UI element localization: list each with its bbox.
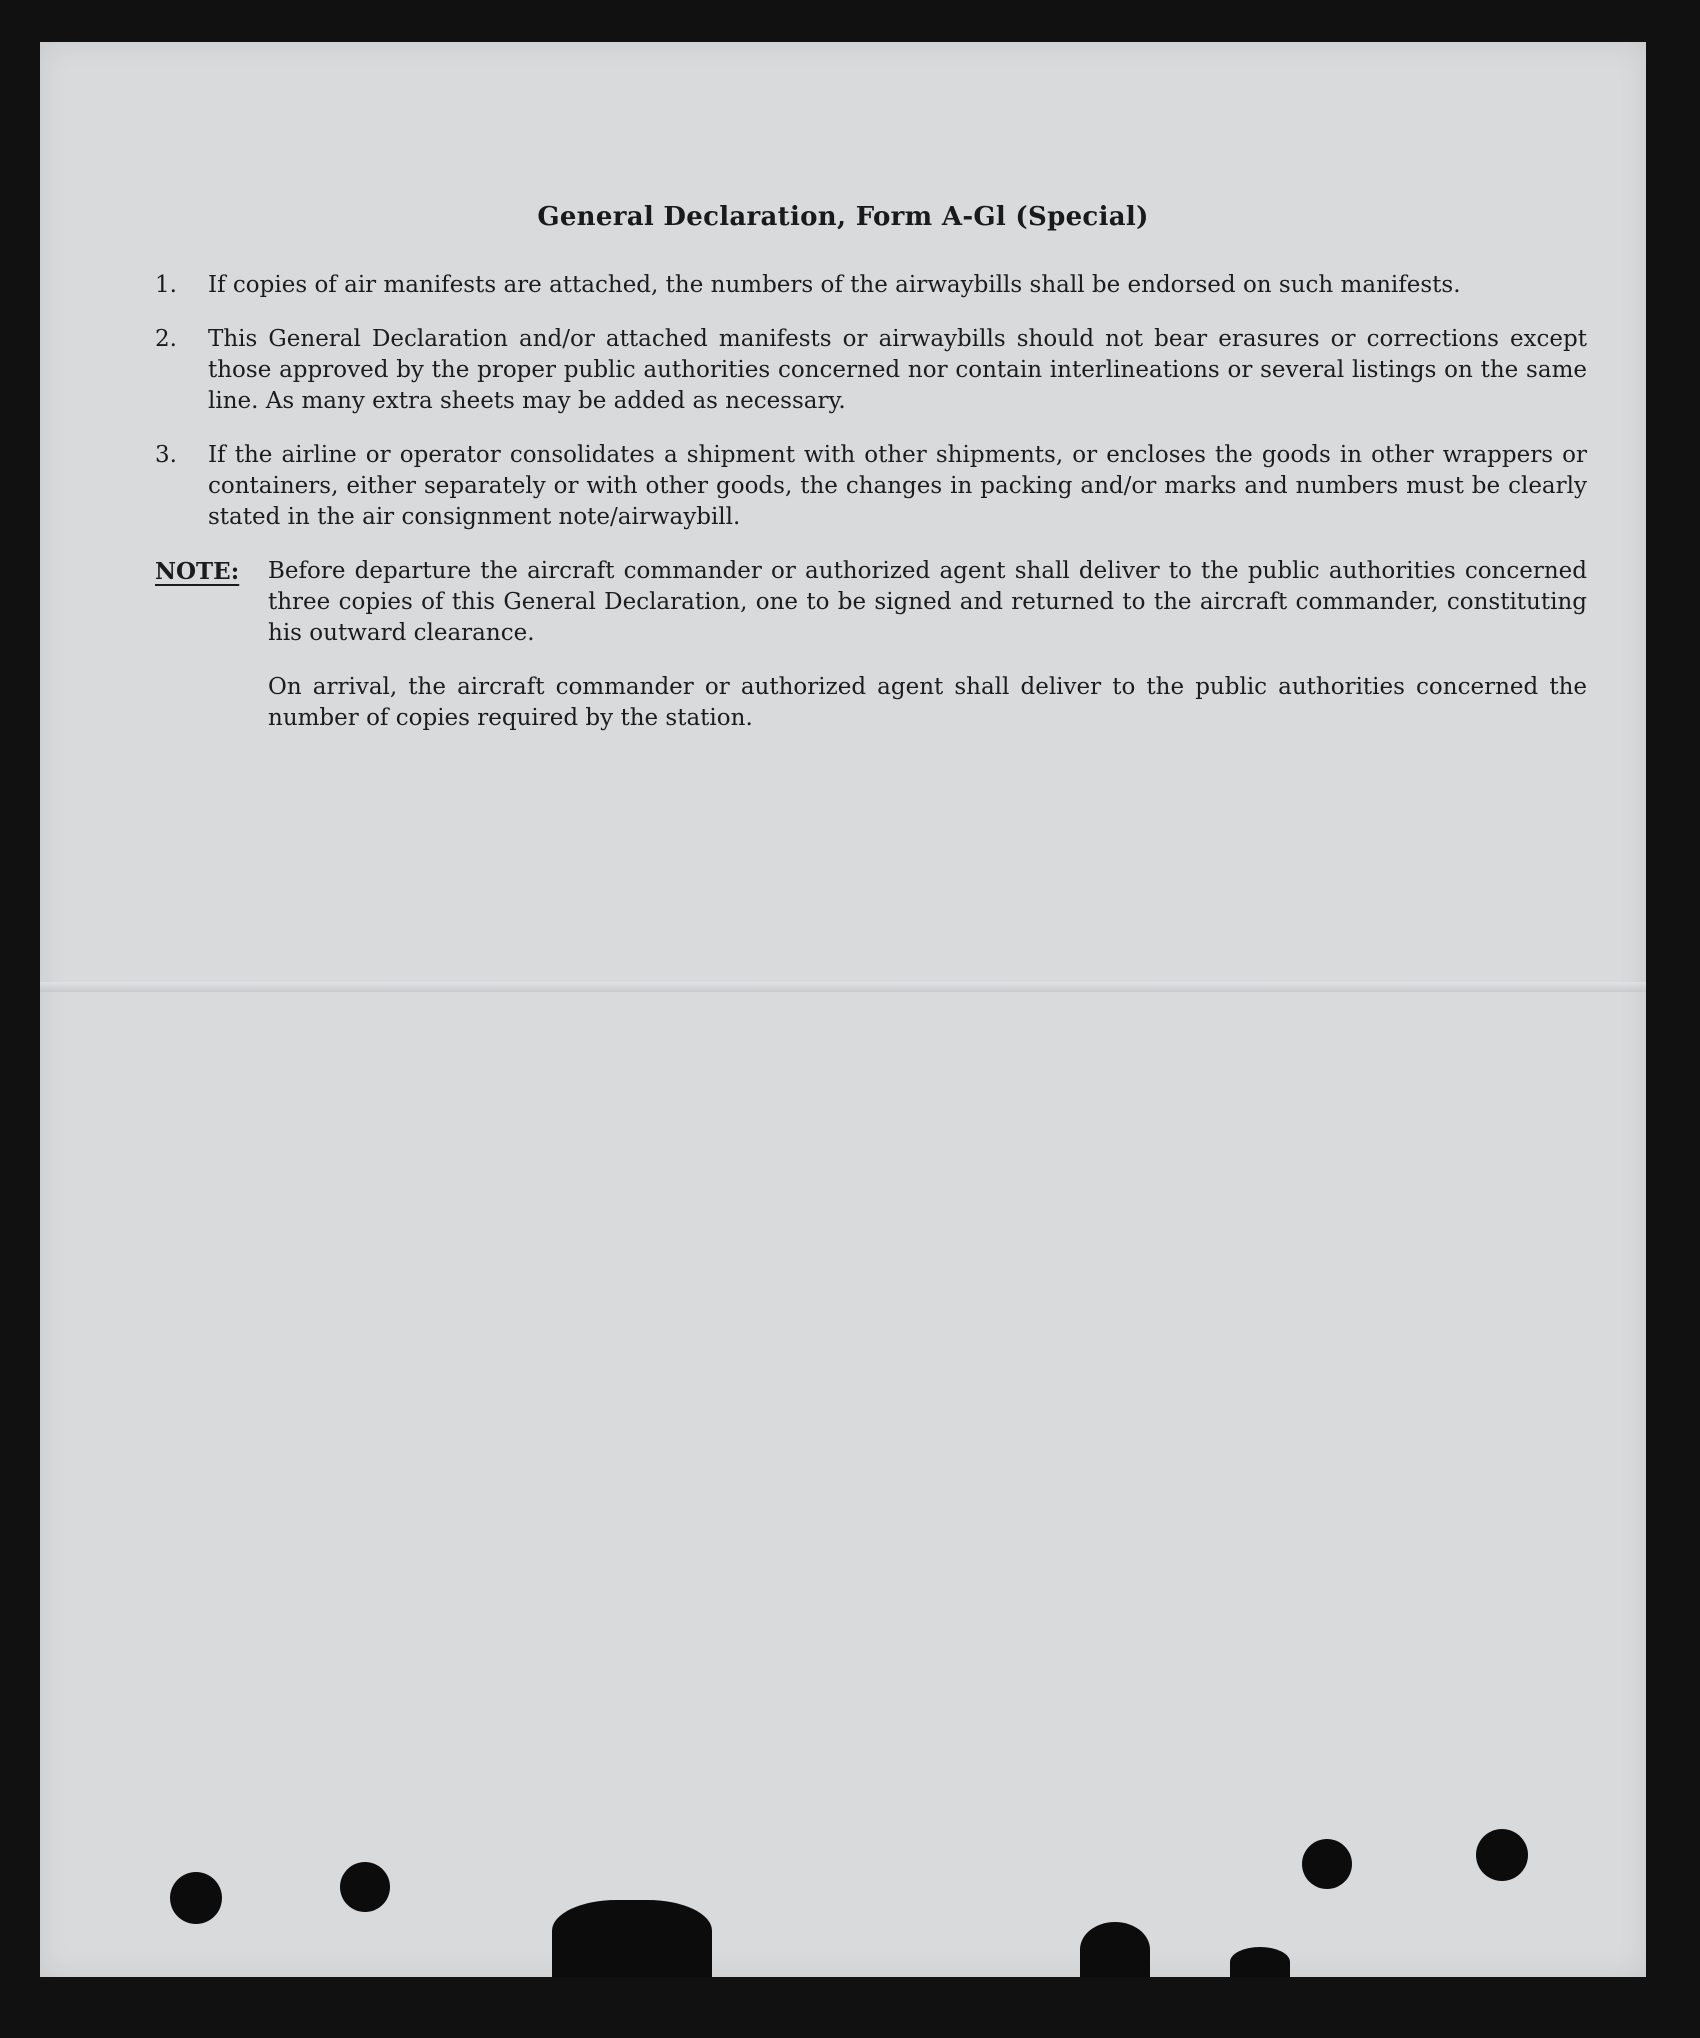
list-item [155, 270, 1587, 301]
list-item [155, 440, 1587, 533]
document-title: General Declaration, Form A-Gl (Special) [537, 202, 1149, 232]
punch-hole [340, 1862, 390, 1912]
torn-edge [1080, 1922, 1150, 1977]
list-item [155, 324, 1587, 417]
note-section [155, 556, 1587, 757]
document-body [155, 270, 1587, 757]
item-text: If the airline or operator consolidates a shipment with other shipments, or encloses the goods in other wrappers or containers, either separately or with other goods, the changes in packing and/or marks and numbers must be clearly stated in the air consignment note/airwaybill. [208, 442, 1587, 530]
punch-hole [1302, 1839, 1352, 1889]
item-text: This General Declaration and/or attached manifests or airwaybills should not bear erasures or corrections except those approved by the proper public authorities concerned nor contain interlineations or several listings on the same line. As many extra sheets may be added as necessary. [208, 326, 1587, 414]
note-label: NOTE: [155, 558, 240, 585]
torn-edge [1230, 1947, 1290, 1977]
item-text: If copies of air manifests are attached, the numbers of the airwaybills shall be endorsed on such manifests. [208, 272, 1461, 298]
note-body [268, 556, 1587, 757]
item-number: 1. [155, 272, 177, 298]
torn-edge [552, 1900, 712, 1977]
punch-hole [1476, 1829, 1528, 1881]
note-paragraph: Before departure the aircraft commander or authorized agent shall deliver to the public authorities concerned three copies of this General Declaration, one to be signed and returned to the aircraft commander, constituting his outward clearance. [268, 558, 1587, 646]
item-number: 3. [155, 442, 177, 468]
document-page [40, 42, 1646, 1977]
punch-hole [170, 1872, 222, 1924]
item-number: 2. [155, 326, 177, 352]
note-paragraph: On arrival, the aircraft commander or authorized agent shall deliver to the public authorities concerned the number of copies required by the station. [268, 674, 1587, 731]
paper-fold [40, 982, 1646, 992]
